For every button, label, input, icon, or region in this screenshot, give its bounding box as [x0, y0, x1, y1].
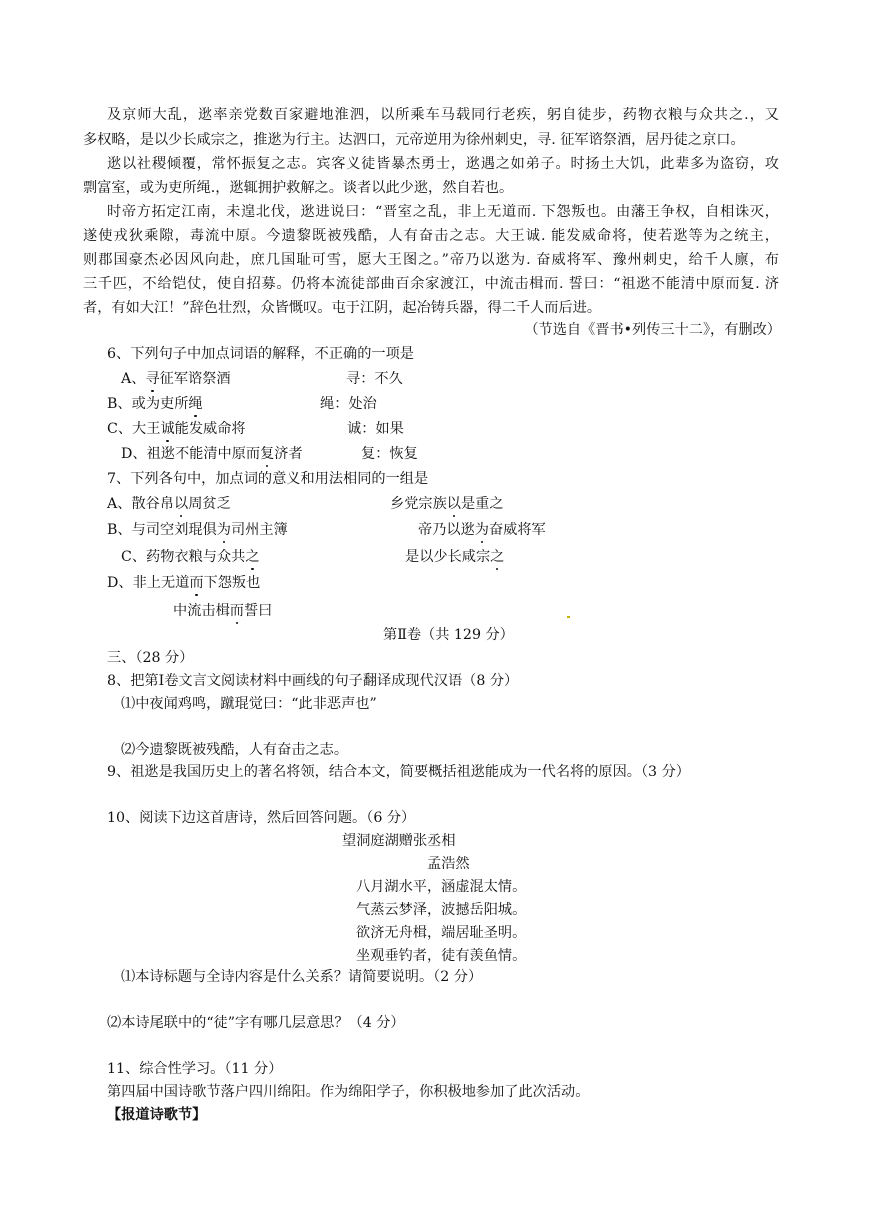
poem-title: 望洞庭湖赠张丞相	[342, 833, 456, 849]
q7-option-d-right: 中流击楫而誓曰	[173, 603, 273, 619]
dotted-word: 寻	[145, 371, 160, 387]
passage-p2-line1: 逖以社稷倾覆，常怀振复之志。宾客义徒皆暴杰勇士，逖遇之如弟子。时扬土大饥，此辈多为盗窃，攻	[107, 156, 779, 172]
passage-p1-line1: 及京师大乱，逖率亲党数百家避地淮泗，以所乘车马载同行老疾，躬自徒步，药物衣粮与众共之.，又	[107, 107, 779, 123]
dotted-word: 之	[245, 549, 260, 565]
dotted-word: 为	[474, 522, 489, 538]
passage-p3-line4: 三千匹，不给铠仗，使自招募。仍将本流徒部曲百余家渡江，中流击楫而. 誓曰：“祖逖不能清中原而复. 济	[83, 276, 779, 292]
q10-sub-2: ⑵本诗尾联中的“徒”字有哪几层意思？（4 分）	[107, 1015, 405, 1031]
q7-stem: 7、下列各句中，加点词的意义和用法相同的一组是	[107, 471, 429, 487]
q10-sub-1: ⑴本诗标题与全诗内容是什么关系？请简要说明。（2 分）	[121, 969, 483, 985]
passage-p3-line2: 遂使戎狄乘隙，毒流中原。今遗黎既被残酷，人有奋击之志。大王诚. 能发威命将，使若逖等为之统主，	[83, 228, 779, 244]
dotted-word: 而	[229, 603, 244, 619]
dotted-word: 诚	[160, 421, 175, 437]
q6-option-a: A、寻征军谘祭酒	[121, 371, 231, 387]
q7-option-a-right: 乡党宗族以是重之	[390, 496, 504, 512]
poem-line: 气蒸云梦泽，波撼岳阳城。	[356, 902, 527, 918]
q9-stem: 9、祖逖是我国历史上的著名将领，结合本文，简要概括祖逖能成为一代名将的原因。（3 分）	[107, 764, 690, 780]
q7-option-b-right: 帝乃以逖为奋威将军	[418, 522, 546, 538]
q7-option-c-right: 是以少长咸宗之	[405, 549, 505, 565]
q11-stem: 11、综合性学习。（11 分）	[107, 1061, 283, 1077]
q8-stem: 8、把第Ⅰ卷文言文阅读材料中画线的句子翻译成现代汉语（8 分）	[107, 673, 519, 689]
dotted-word: 而	[189, 575, 204, 591]
q7-option-c-left: C、药物衣粮与众共之	[121, 549, 260, 565]
dotted-word: 之	[490, 549, 505, 565]
passage-p3-line3: 则郡国豪杰必因风向赴，庶几国耻可雪，愿大王图之。”帝乃以逖为. 奋威将军、豫州刺史，给千人廪，布	[83, 252, 779, 268]
passage-p1-line2: 多权略，是以少长咸宗之，推逖为行主。达泗口，元帝逆用为徐州刺史，寻. 征军谘祭酒，居丹徒之京口。	[83, 132, 745, 148]
q6-gloss-a: 寻：不久	[346, 371, 403, 387]
dotted-word: 为	[216, 522, 231, 538]
passage-p3-line1: 时帝方拓定江南，未遑北伐，逖进说曰：“晋室之乱，非上无道而. 下怨叛也。由藩王争权，自相诛灭，	[107, 204, 779, 220]
q6-stem: 6、下列句子中加点词语的解释，不正确的一项是	[107, 346, 414, 362]
yellow-speck	[567, 616, 570, 618]
part2-title: 第Ⅱ卷（共 129 分）	[383, 627, 514, 643]
q8-sentence-2: ⑵今遗黎既被残酷，人有奋击之志。	[121, 742, 349, 758]
q8-sentence-1: ⑴中夜闻鸡鸣，蹴琨觉曰：“此非恶声也”	[121, 696, 377, 712]
q6-option-b: B、或为吏所绳	[107, 396, 203, 412]
q11-text: 第四届中国诗歌节落户四川绵阳。作为绵阳学子，你积极地参加了此次活动。	[107, 1084, 590, 1100]
dotted-word: 绳	[188, 396, 203, 412]
passage-p3-line5: 者，有如大江！”辞色壮烈，众皆慨叹。屯于江阴，起冶铸兵器，得二千人而后进。	[83, 300, 602, 316]
q6-option-c: C、大王诚能发威命将	[107, 421, 246, 437]
poem-line: 坐观垂钓者，徒有羡鱼情。	[356, 948, 527, 964]
q10-stem: 10、阅读下边这首唐诗，然后回答问题。（6 分）	[107, 810, 416, 826]
dotted-word: 以	[446, 496, 461, 512]
q6-gloss-c: 诚：如果	[347, 421, 404, 437]
q11-heading: 【报道诗歌节】	[107, 1107, 207, 1123]
dotted-word: 以	[174, 496, 189, 512]
q7-option-b-left: B、与司空刘琨俱为司州主簿	[107, 522, 288, 538]
section3-heading: 三、（28 分）	[107, 650, 194, 666]
passage-source: （节选自《晋书•列传三十二》，有删改）	[524, 322, 781, 338]
q7-option-d-left: D、非上无道而下怨叛也	[107, 575, 261, 591]
q7-option-a-left: A、散谷帛以周贫乏	[107, 496, 231, 512]
poem-line: 欲济无舟楫，端居耻圣明。	[356, 925, 527, 941]
q6-option-d: D、祖逖不能清中原而复济者	[121, 446, 303, 462]
q6-gloss-d: 复：恢复	[361, 446, 418, 462]
q6-gloss-b: 绳：处治	[320, 396, 377, 412]
dotted-word: 复	[260, 446, 275, 462]
poem-line: 八月湖水平，涵虚混太情。	[356, 879, 527, 895]
poem-author: 孟浩然	[427, 856, 470, 872]
passage-p2-line2: 剽富室，或为吏所绳.，逖辄拥护救解之。谈者以此少逖，然自若也。	[83, 180, 514, 196]
